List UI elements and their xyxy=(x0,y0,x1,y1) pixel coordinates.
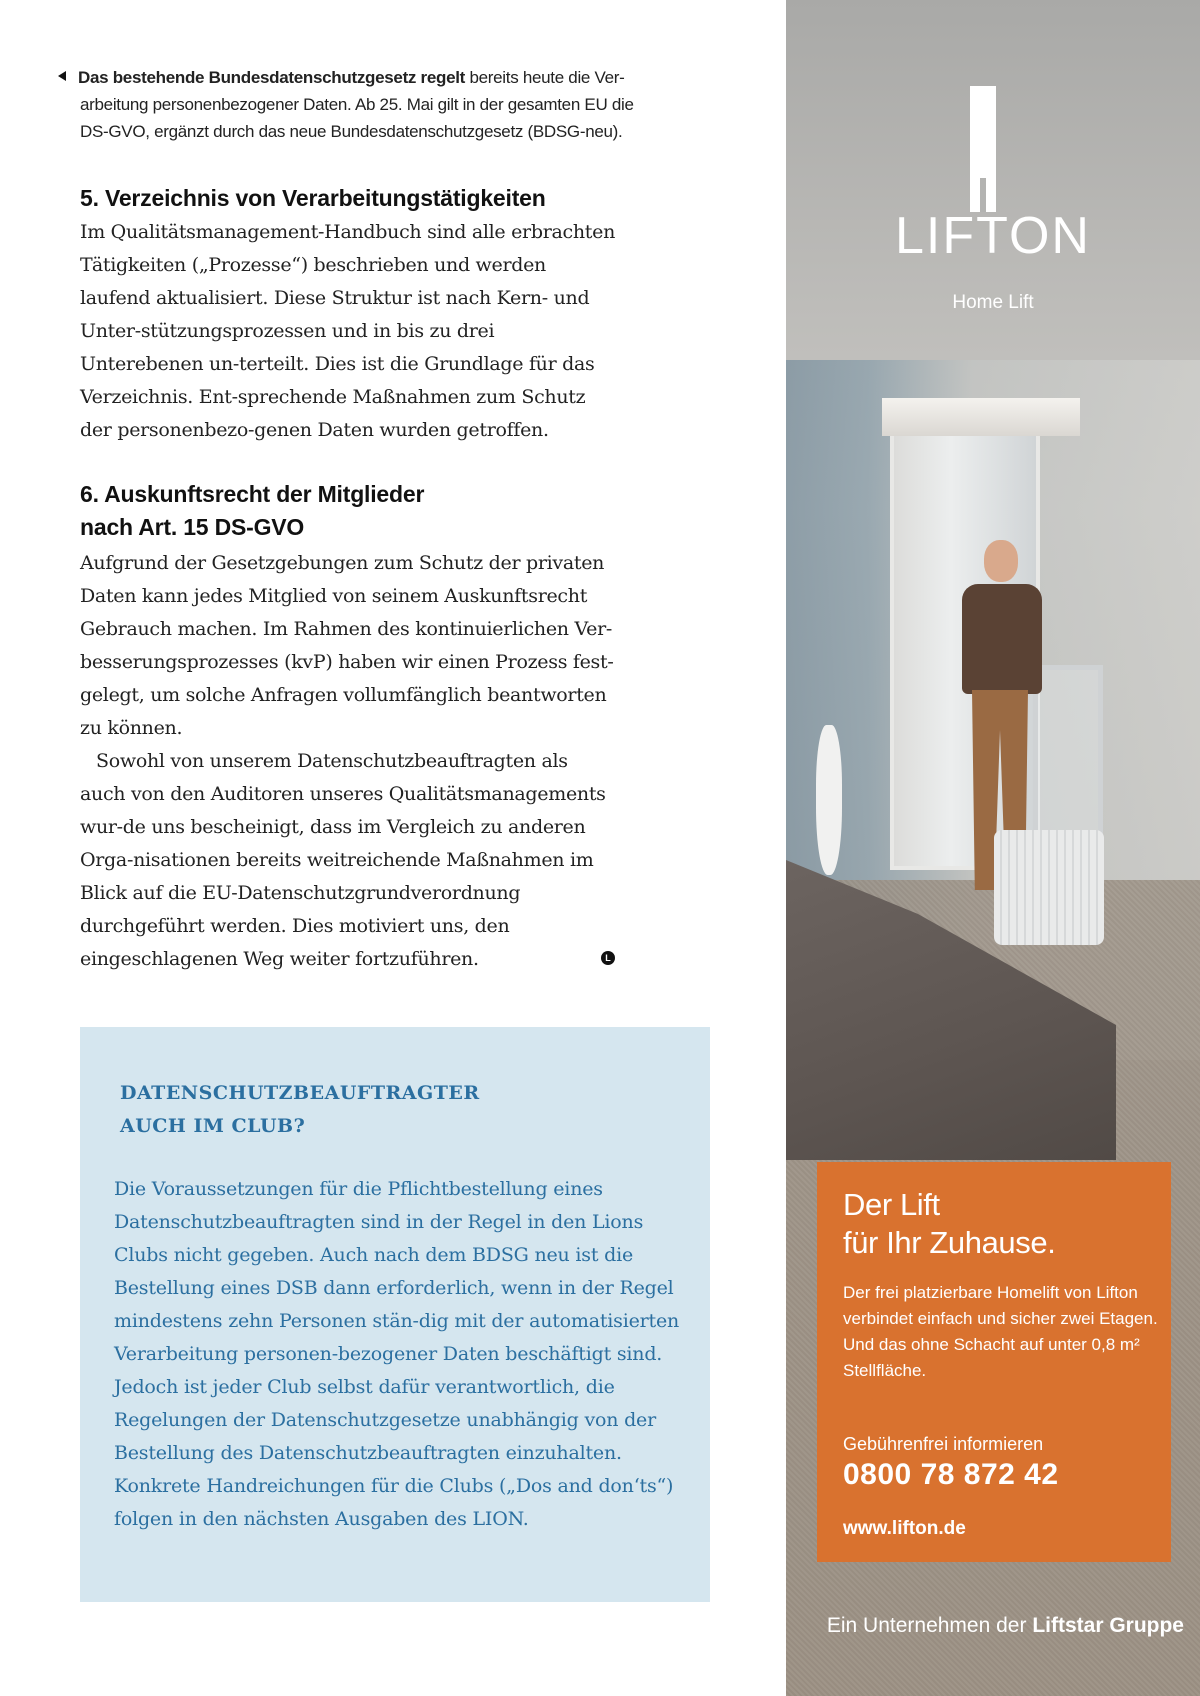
offer-description: Der frei platzierbare Homelift von Lifton verbindet einfach und sicher zwei Etagen. Und das ohne Schacht auf unter 0,8 m² Stellfläche. xyxy=(843,1283,1158,1380)
vase-image xyxy=(816,725,842,875)
advertisement[interactable] xyxy=(786,0,1200,1696)
section-6-heading xyxy=(80,478,424,544)
section-6-para-2-text: Sowohl von unserem Datenschutzbeauftragten als auch von den Auditoren unseres Qualitätsmanagements wur-de uns bescheinigt, dass im Vergleich zu anderen Orga-nisationen bereits weitreichende Maßnahmen im Blick auf die EU-Datenschutzgrundverordnung durchgeführt werden. Dies motiviert uns, den eingeschlagenen Weg weiter fortzuführen. xyxy=(80,750,606,970)
intro-line-1 xyxy=(58,64,658,91)
man-torso xyxy=(962,584,1042,694)
intro-line-2: arbeitung personenbezogener Daten. Ab 25. Mai gilt in der gesamten EU die xyxy=(80,95,634,114)
back-arrow-icon xyxy=(58,71,66,81)
brand-tagline: Home Lift xyxy=(952,292,1034,313)
offer-panel xyxy=(817,1162,1171,1562)
lion-end-mark-icon: L xyxy=(601,951,615,965)
section-5-body: Im Qualitätsmanagement-Handbuch sind alle erbrachten Tätigkeiten („Prozesse“) beschrieben und werden laufend aktualisiert. Diese Struktur ist nach Kern- und Unter-stützungsprozessen und in bis zu drei Unterebenen un-terteilt. Dies ist die Grundlage für das Verzeichnis. Ent-sprechende Maßnahmen zum Schutz der personenbezo-genen Daten wurden getroffen. xyxy=(80,221,616,441)
info-box xyxy=(80,1027,710,1602)
info-box-title-line-1: DATENSCHUTZBEAUFTRAGTER xyxy=(120,1082,480,1104)
home-lift-top xyxy=(882,398,1080,436)
section-5-heading: 5. Verzeichnis von Verarbeitungstätigkeiten xyxy=(80,185,546,211)
footer-prefix: Ein Unternehmen der xyxy=(826,1614,1033,1637)
suitcase-image xyxy=(994,830,1104,945)
ad-footer xyxy=(786,1614,1184,1638)
section-6-heading-line-2: nach Art. 15 DS-GVO xyxy=(80,514,305,540)
info-box-title xyxy=(120,1077,480,1143)
offer-headline-line-1: Der Lift xyxy=(843,1187,940,1222)
website-link[interactable]: www.lifton.de xyxy=(843,1518,966,1539)
offer-headline-line-2: für Ihr Zuhause. xyxy=(843,1225,1056,1260)
section-6-heading-line-1: 6. Auskunftsrecht der Mitglieder xyxy=(80,481,425,507)
intro-text xyxy=(58,64,658,145)
section-6-para-2 xyxy=(80,745,615,976)
intro-line-3: DS-GVO, ergänzt durch das neue Bundesdatenschutzgesetz (BDSG-neu). xyxy=(80,122,623,141)
offer-headline xyxy=(843,1186,1163,1262)
footer-brand: Liftstar Gruppe xyxy=(1032,1614,1184,1637)
brand-logo-text: LIFTON xyxy=(895,207,1091,265)
phone-number-link[interactable]: 0800 78 872 42 xyxy=(843,1458,1059,1491)
intro-bold: Das bestehende Bundesdatenschutzgesetz regelt xyxy=(78,68,466,87)
section-6-para-1: Aufgrund der Gesetzgebungen zum Schutz der privaten Daten kann jedes Mitglied von seinem Auskunftsrecht Gebrauch machen. Im Rahmen des kontinuierlichen Ver-besserungsprozesses (kvP) haben wir einen Prozess fest-gelegt, um solche Anfragen vollumfänglich beantworten zu können. xyxy=(80,552,614,739)
intro-line1-rest: bereits heute die Ver- xyxy=(465,68,625,87)
offer-cta-label: Gebührenfrei informieren xyxy=(843,1434,1044,1454)
man-head xyxy=(984,540,1018,582)
info-box-title-line-2: AUCH IM CLUB? xyxy=(120,1115,306,1137)
info-box-body: Die Voraussetzungen für die Pflichtbestellung eines Datenschutzbeauftragten sind in der Regel in den Lions Clubs nicht gegeben. Auch nach dem BDSG neu ist die Bestellung eines DSB dann erforderlich, wenn in der Regel mindestens zehn Personen stän-dig mit der automatisierten Verarbeitung personen-bezogener Daten beschäftigt sind. Jedoch ist jeder Club selbst dafür verantwortlich, die Regelungen der Datenschutzgesetze unabhängig von der Bestellung des Datenschutzbeauftragten einzuhalten. Konkrete Handreichungen für die Clubs („Dos and don‘ts“) folgen in den nächsten Ausgaben des LION. xyxy=(114,1178,680,1530)
